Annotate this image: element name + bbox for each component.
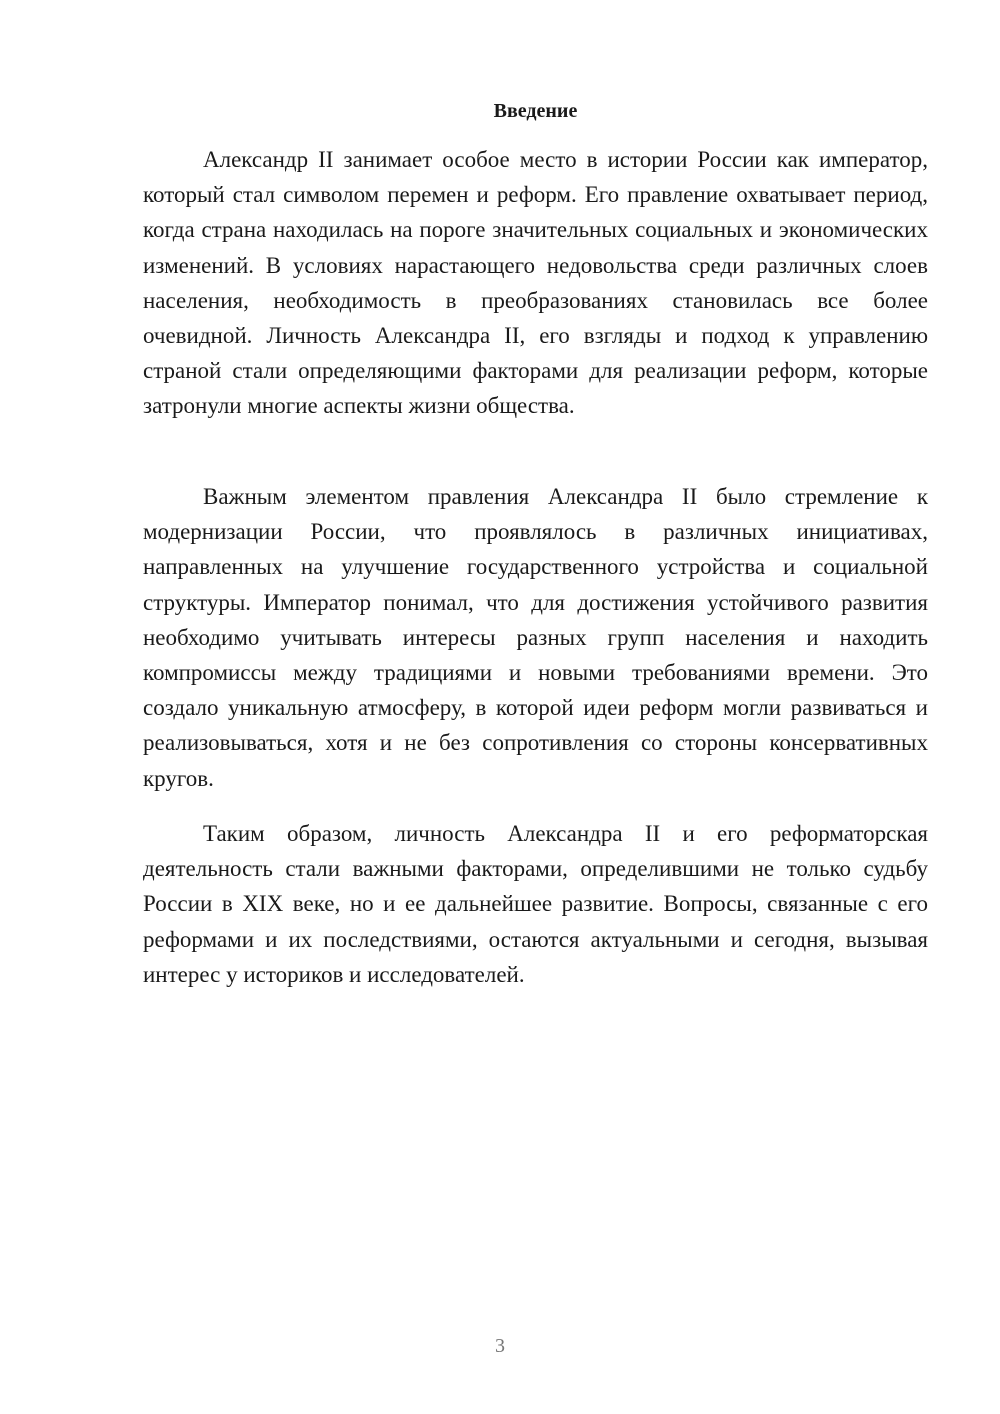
paragraph: Александр II занимает особое место в истории России как император, который стал символом перемен и реформ. Его правление охватывает период, когда страна находилась на пороге значительных социальных и экономических изменений. В условиях нарастающего недовольства среди различных слоев населения, необходимость в преобразованиях становилась все более очевидной. Личность Александра II, его взгляды и подход к управлению страной стали определяющими факторами для реализации реформ, которые затронули многие аспекты жизни общества.	[143, 147, 928, 419]
paragraph-1-block	[143, 142, 928, 424]
paragraph: Важным элементом правления Александра II было стремление к модернизации России, что проявлялось в различных инициативах, направленных на улучшение государственного устройства и социальной структуры. Император понимал, что для достижения устойчивого развития необходимо учитывать интересы разных групп населения и находить компромиссы между традициями и новыми требованиями времени. Это создало уникальную атмосферу, в которой идеи реформ могли развиваться и реализовываться, хотя и не без сопротивления со стороны консервативных кругов.	[143, 484, 928, 791]
paragraph-3-block	[143, 816, 928, 992]
paragraph-2-block	[143, 479, 928, 796]
paragraph: Таким образом, личность Александра II и его реформаторская деятельность стали важными факторами, определившими не только судьбу России в XIX веке, но и ее дальнейшее развитие. Вопросы, связанные с его реформами и их последствиями, остаются актуальными и сегодня, вызывая интерес у историков и исследователей.	[143, 821, 928, 987]
page-number: 3	[495, 1335, 505, 1357]
section-heading: Введение	[493, 100, 578, 122]
